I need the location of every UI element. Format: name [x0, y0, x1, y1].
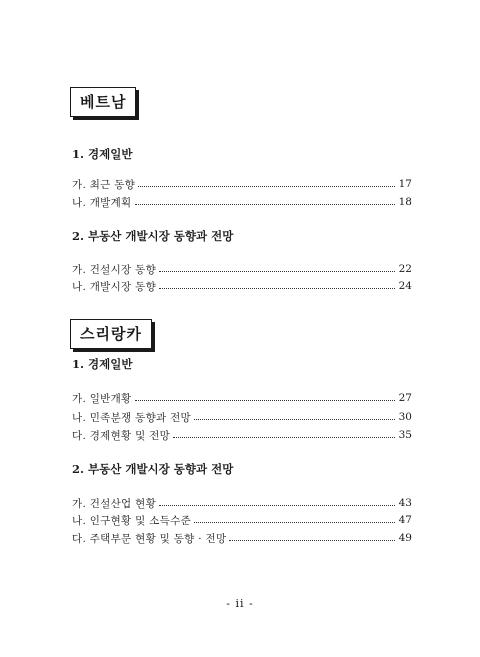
toc-entry[interactable] [72, 495, 412, 511]
toc-entry-label: 가. 건설산업 현황 [72, 497, 157, 510]
toc-entry[interactable] [72, 512, 412, 528]
dot-leader [159, 495, 395, 506]
toc-entry[interactable] [72, 176, 412, 192]
dot-leader [135, 390, 396, 401]
section-title: 1. 경제일반 [72, 357, 133, 371]
toc-entry-page: 30 [398, 411, 412, 423]
dot-leader [159, 278, 395, 289]
toc-entry-page: 24 [398, 280, 412, 292]
dot-leader [229, 530, 395, 541]
section-title: 1. 경제일반 [72, 147, 133, 161]
toc-entry-label: 나. 민족분쟁 동향과 전망 [72, 411, 191, 424]
toc-entry[interactable] [72, 530, 412, 546]
dot-leader [159, 261, 395, 272]
toc-entry[interactable] [72, 409, 412, 425]
toc-entry[interactable] [72, 427, 412, 443]
toc-entry-label: 나. 개발시장 동향 [72, 280, 157, 293]
toc-entry[interactable] [72, 261, 412, 277]
country-heading-text: 스리랑카 [80, 325, 142, 343]
dot-leader [173, 427, 395, 438]
dot-leader [138, 176, 395, 187]
page-number: - ii - [226, 597, 254, 610]
toc-entry-page: 35 [398, 429, 412, 441]
toc-entry-page: 47 [398, 514, 412, 526]
toc-entry-page: 17 [398, 178, 412, 190]
toc-entry[interactable] [72, 194, 412, 210]
toc-entry[interactable] [72, 278, 412, 294]
dot-leader [194, 512, 395, 523]
toc-entry[interactable] [72, 390, 412, 406]
toc-entry-label: 가. 건설시장 동향 [72, 263, 157, 276]
toc-entry-page: 27 [398, 392, 412, 404]
dot-leader [135, 194, 396, 205]
country-heading-text: 베트남 [80, 93, 127, 111]
toc-entry-page: 43 [398, 497, 412, 509]
dot-leader [194, 409, 395, 420]
toc-entry-label: 가. 최근 동향 [72, 178, 136, 191]
toc-entry-label: 다. 주택부문 현황 및 동향 · 전망 [72, 532, 227, 545]
toc-entry-label: 나. 개발계획 [72, 196, 132, 209]
toc-entry-page: 18 [398, 196, 412, 208]
toc-entry-label: 나. 인구현황 및 소득수준 [72, 514, 191, 527]
section-title: 2. 부동산 개발시장 동향과 전망 [72, 462, 234, 476]
toc-entry-label: 다. 경제현황 및 전망 [72, 429, 171, 442]
section-title: 2. 부동산 개발시장 동향과 전망 [72, 229, 234, 243]
toc-entry-label: 가. 일반개황 [72, 392, 132, 405]
toc-entry-page: 22 [398, 263, 412, 275]
country-heading-srilanka [70, 319, 152, 349]
toc-entry-page: 49 [398, 532, 412, 544]
country-heading-vietnam [70, 87, 136, 117]
